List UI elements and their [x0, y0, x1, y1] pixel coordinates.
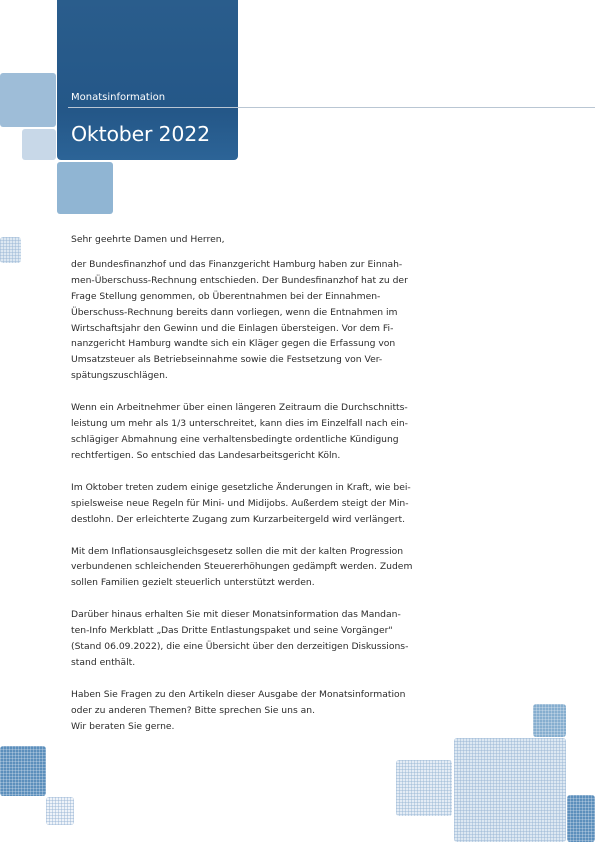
deco-square-9 [454, 738, 566, 842]
paragraph-1: der Bundesfinanzhof und das Finanzgericht Hamburg haben zur Einnah- men-Überschuss-Rechnung entschieden. Der Bundesfinanzhof hat zu der Frage Stellung genommen, ob Überentnahmen bei der Einnahmen- Überschuss-Rechnung bereits dann vorliegen, wenn die Entnahmen im Wirtschaftsjahr den Gewinn und die Einlagen übersteigen. Vor dem Fi- nanzgericht Hamburg wandte sich ein Kläger gegen die Erfassung von Umsatzsteuer als Betriebseinnahme sowie die Festsetzung von Ver- spätungszuschlägen. [71, 258, 408, 382]
deco-square-8 [396, 760, 452, 816]
paragraph-5: Darüber hinaus erhalten Sie mit dieser Monatsinformation das Mandan- ten-Info Merkblatt „Das Dritte Entlastungspaket und seine Vorgänger" (Stand 06.09.2022), die eine Übersicht über den derzeitigen Diskussions- stand enthält. [71, 609, 409, 668]
paragraph-4: Mit dem Inflationsausgleichsgesetz sollen die mit der kalten Progression verbundenen schleichenden Steuererhöhungen gedämpft werden. Zudem sollen Familien gezielt steuerlich unterstützt werden. [71, 545, 413, 589]
deco-square-4 [0, 237, 21, 263]
closing-paragraph: Haben Sie Fragen zu den Artikeln dieser Ausgabe der Monatsinformation oder zu anderen Themen? Bitte sprechen Sie uns an. Wir beraten Sie gerne. [71, 688, 406, 732]
deco-square-3 [57, 162, 113, 214]
deco-square-6 [46, 797, 74, 825]
letter-body [71, 232, 441, 735]
deco-square-2 [22, 129, 56, 160]
header-label: Monatsinformation [71, 92, 166, 103]
deco-square-10 [567, 795, 595, 842]
deco-square-1 [0, 73, 56, 127]
salutation: Sehr geehrte Damen und Herren, [71, 234, 225, 245]
paragraph-2: Wenn ein Arbeitnehmer über einen längeren Zeitraum die Durchschnitts- leistung um mehr als 1/3 unterschreitet, kann dies im Einzelfall nach ein- schlägiger Abmahnung eine verhaltensbedingte ordentliche Kündigung rechtfertigen. So entschied das Landesarbeitsgericht Köln. [71, 402, 408, 461]
paragraph-3: Im Oktober treten zudem einige gesetzliche Änderungen in Kraft, wie bei- spielsweise neue Regeln für Mini- und Midijobs. Außerdem steigt der Min- destlohn. Der erleichterte Zugang zum Kurzarbeitergeld wird verlängert. [71, 481, 411, 525]
deco-square-7 [533, 704, 566, 737]
page-title: Oktober 2022 [71, 122, 210, 146]
header-rule [68, 107, 595, 108]
deco-square-5 [0, 746, 46, 796]
